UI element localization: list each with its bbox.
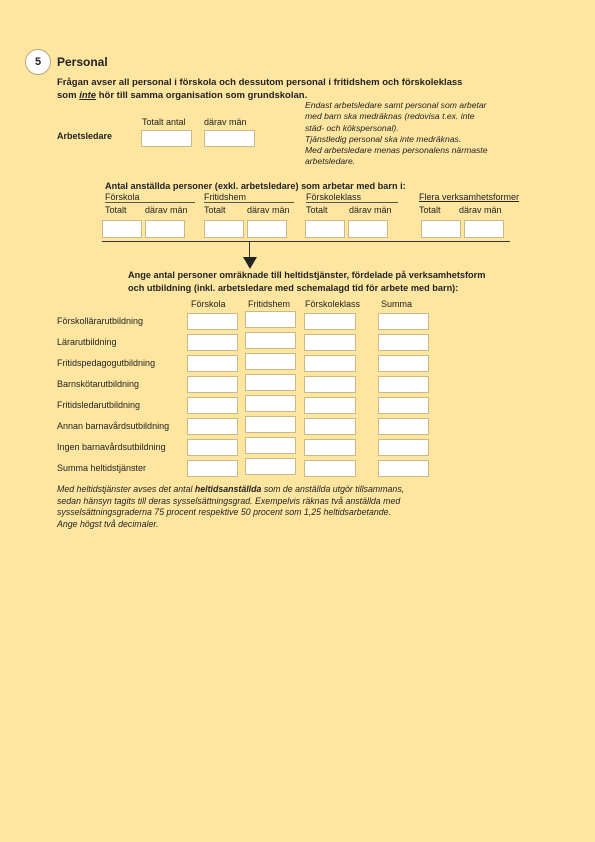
intro-line-1: Frågan avser all personal i förskola och dessutom personal i fritidshem och förskoleklass (57, 77, 463, 88)
fritidshem-total-field[interactable] (204, 220, 244, 238)
fte-row-label: Fritidspedagogutbildning (57, 358, 156, 368)
note-line: Endast arbetsledare samt personal som arbetar (305, 100, 487, 110)
fte-input-field[interactable] (304, 397, 356, 414)
group-flera-verksamhetsformer: Flera verksamhetsformer (419, 192, 520, 202)
fte-heading-line-2: och utbildning (inkl. arbetsledare med schemalagd tid för arbete med barn): (128, 283, 459, 293)
group-fritidshem: Fritidshem (204, 192, 294, 203)
fte-row-label: Förskollärarutbildning (57, 316, 144, 326)
col-forskola: Förskola (191, 299, 226, 309)
fte-input-field[interactable] (187, 460, 238, 477)
intro-line-2-pre: som (57, 90, 80, 101)
fte-input-field[interactable] (304, 313, 356, 330)
fte-input-field[interactable] (378, 313, 429, 330)
footnote-pre: Med heltidstjänster avses det antal (57, 484, 195, 494)
forskola-total-field[interactable] (102, 220, 142, 238)
sub-men: därav män (349, 205, 392, 215)
fte-row-label: Lärarutbildning (57, 337, 117, 347)
sub-total: Totalt (306, 205, 328, 215)
arbetsledare-total-header: Totalt antal (142, 117, 186, 127)
fte-input-field[interactable] (378, 418, 429, 435)
fte-input-field[interactable] (187, 376, 238, 393)
forskola-men-field[interactable] (145, 220, 185, 238)
fte-input-field[interactable] (245, 311, 296, 328)
fte-input-field[interactable] (304, 418, 356, 435)
col-summa: Summa (381, 299, 413, 309)
footnote (57, 484, 477, 530)
forskoleklass-total-field[interactable] (305, 220, 345, 238)
fte-input-field[interactable] (304, 334, 356, 351)
arbetsledare-total-field[interactable] (141, 130, 192, 147)
sub-men: därav män (459, 205, 502, 215)
footnote-bold: heltidsanställda (194, 484, 262, 494)
group-forskola: Förskola (105, 192, 195, 203)
fte-input-field[interactable] (378, 460, 429, 477)
sub-total: Totalt (105, 205, 127, 215)
fte-row-label: Annan barnavårdsutbildning (57, 421, 170, 431)
sub-total: Totalt (419, 205, 441, 215)
fte-input-field[interactable] (245, 374, 296, 391)
flera-men-field[interactable] (464, 220, 504, 238)
fte-row-label: Summa heltidstjänster (57, 463, 147, 473)
intro-line-2-emphasis: inte (79, 90, 97, 101)
fte-input-field[interactable] (187, 397, 238, 414)
fte-row-label: Ingen barnavårdsutbildning (57, 442, 166, 452)
fte-input-field[interactable] (304, 439, 356, 456)
arbetsledare-label: Arbetsledare (57, 131, 113, 141)
footnote-line: sedan hänsyn tagits till deras sysselsättningsgrad. Exempelvis räknas två anställda med (57, 495, 401, 506)
sub-men: därav män (145, 205, 188, 215)
fte-input-field[interactable] (245, 332, 296, 349)
fte-input-field[interactable] (378, 334, 429, 351)
sub-total: Totalt (204, 205, 226, 215)
fte-input-field[interactable] (378, 397, 429, 414)
fte-input-field[interactable] (187, 334, 238, 351)
arrow-down-icon (243, 257, 257, 269)
note-line: med barn ska medräknas (redovisa t.ex. inte (305, 111, 475, 122)
section-title: Personal (57, 55, 108, 69)
note-line: städ- och kökspersonal). (305, 122, 399, 133)
fte-input-field[interactable] (245, 458, 296, 475)
fritidshem-men-field[interactable] (247, 220, 287, 238)
fte-input-field[interactable] (378, 376, 429, 393)
fte-row-label: Barnskötarutbildning (57, 379, 140, 389)
note-line: Med arbetsledare menas personalens närmaste (305, 145, 488, 156)
note-line: Tjänstledig personal ska inte medräknas. (305, 133, 462, 144)
flera-total-field[interactable] (421, 220, 461, 238)
fte-input-field[interactable] (187, 418, 238, 435)
intro-line-2-post: hör till samma organisation som grundskolan. (96, 90, 308, 101)
forskoleklass-men-field[interactable] (348, 220, 388, 238)
intro-text (57, 76, 497, 102)
arbetsledare-men-field[interactable] (204, 130, 255, 147)
fte-input-field[interactable] (245, 437, 296, 454)
divider-line (102, 241, 510, 242)
staff-heading: Antal anställda personer (exkl. arbetsledare) som arbetar med barn i: (105, 181, 406, 191)
arrow-stem (249, 241, 250, 258)
fte-input-field[interactable] (187, 355, 238, 372)
fte-input-field[interactable] (304, 376, 356, 393)
sub-men: därav män (247, 205, 290, 215)
instruction-note (305, 100, 525, 168)
fte-input-field[interactable] (245, 353, 296, 370)
fte-input-field[interactable] (187, 439, 238, 456)
footnote-line: sysselsättningsgraderna 75 procent respektive 50 procent som 1,25 heltidsarbetande. (57, 507, 391, 517)
footnote-post: som de anställda utgör tillsammans, (261, 484, 405, 494)
note-line: arbetsledare. (305, 156, 356, 167)
fte-input-field[interactable] (245, 395, 296, 412)
group-forskoleklass: Förskoleklass (306, 192, 398, 203)
footnote-line-1 (57, 484, 477, 496)
footnote-line: Ange högst två decimaler. (57, 518, 159, 529)
fte-input-field[interactable] (378, 355, 429, 372)
col-fritidshem: Fritidshem (248, 299, 291, 309)
section-number-badge: 5 (25, 49, 51, 75)
arbetsledare-men-header: därav män (204, 117, 247, 127)
fte-row-label: Fritidsledarutbildning (57, 400, 141, 410)
fte-input-field[interactable] (187, 313, 238, 330)
fte-heading-line-1: Ange antal personer omräknade till heltidstjänster, fördelade på verksamhetsform (128, 270, 486, 280)
col-forskoleklass: Förskoleklass (305, 299, 361, 309)
fte-input-field[interactable] (378, 439, 429, 456)
fte-input-field[interactable] (245, 416, 296, 433)
fte-input-field[interactable] (304, 355, 356, 372)
fte-input-field[interactable] (304, 460, 356, 477)
